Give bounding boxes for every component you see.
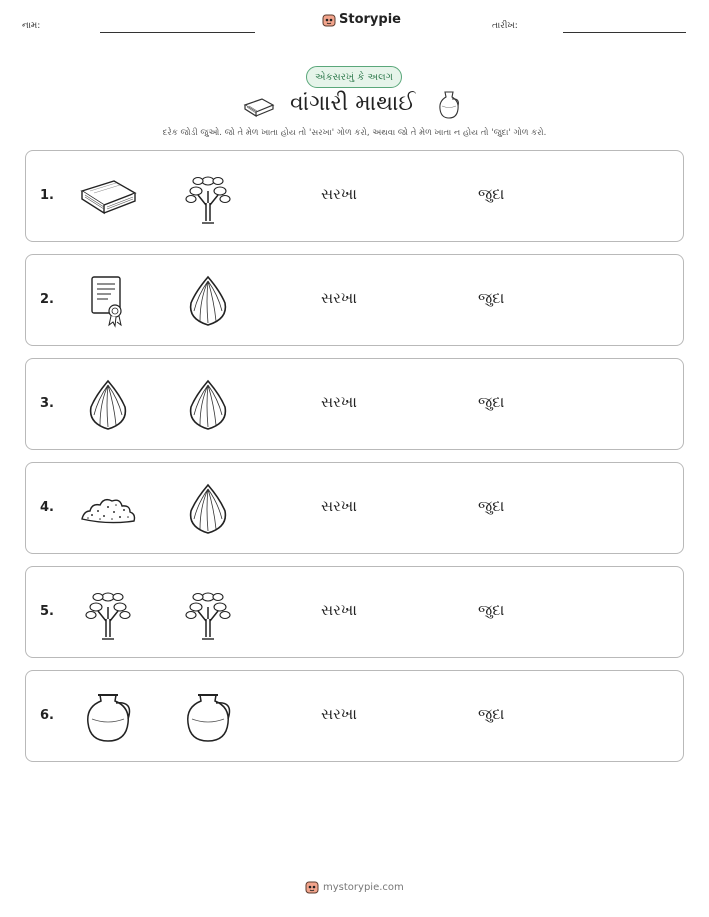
jug-icon xyxy=(178,689,238,745)
question-number: 4. xyxy=(40,500,54,515)
same-option[interactable]: સરખા xyxy=(321,601,357,619)
seed-icon xyxy=(178,481,238,537)
question-number: 1. xyxy=(40,188,54,203)
storypie-mascot-icon xyxy=(322,13,336,27)
title-row xyxy=(242,89,472,123)
date-label: તારીખ: xyxy=(492,21,518,31)
question-card xyxy=(25,150,684,242)
question-card xyxy=(25,566,684,658)
same-option[interactable]: સરખા xyxy=(321,705,357,723)
tree-icon xyxy=(178,585,238,641)
question-number: 6. xyxy=(40,708,54,723)
question-card xyxy=(25,462,684,554)
same-option[interactable]: સરખા xyxy=(321,185,357,203)
different-option[interactable]: જુદા xyxy=(478,185,505,203)
seed-icon xyxy=(78,377,138,433)
jug-icon xyxy=(436,89,462,121)
book-icon xyxy=(242,93,276,119)
same-option[interactable]: સરખા xyxy=(321,289,357,307)
storypie-logo xyxy=(322,12,401,27)
instructions: દરેક જોડી જુઓ. જો તે મેળ ખાતા હોય તો 'સરખા' ગોળ કરો, અથવા જો તે મેળ ખાતા ન હોય તો 'જુદા' ગોળ કરો. xyxy=(162,128,547,138)
soil-icon xyxy=(78,481,138,537)
book-icon xyxy=(78,169,138,225)
different-option[interactable]: જુદા xyxy=(478,393,505,411)
jug-icon xyxy=(78,689,138,745)
seed-icon xyxy=(178,377,238,433)
same-option[interactable]: સરખા xyxy=(321,497,357,515)
different-option[interactable]: જુદા xyxy=(478,289,505,307)
certificate-icon xyxy=(78,273,138,329)
question-number: 3. xyxy=(40,396,54,411)
different-option[interactable]: જુદા xyxy=(478,705,505,723)
question-number: 2. xyxy=(40,292,54,307)
same-option[interactable]: સરખા xyxy=(321,393,357,411)
logo-text: Storypie xyxy=(339,12,401,27)
question-number: 5. xyxy=(40,604,54,619)
activity-badge: એકસરખું કે અલગ xyxy=(306,66,402,88)
tree-icon xyxy=(178,169,238,225)
date-line[interactable] xyxy=(563,32,686,33)
different-option[interactable]: જુદા xyxy=(478,601,505,619)
question-card xyxy=(25,670,684,762)
storypie-mascot-icon xyxy=(305,880,319,894)
footer-site[interactable]: mystorypie.com xyxy=(323,881,404,893)
different-option[interactable]: જુદા xyxy=(478,497,505,515)
seed-icon xyxy=(178,273,238,329)
name-label: નામ: xyxy=(22,21,41,31)
footer xyxy=(305,880,404,894)
page-title: વાંગારી માથાઈ xyxy=(290,91,416,116)
question-card xyxy=(25,358,684,450)
tree-icon xyxy=(78,585,138,641)
name-line[interactable] xyxy=(100,32,255,33)
question-card xyxy=(25,254,684,346)
